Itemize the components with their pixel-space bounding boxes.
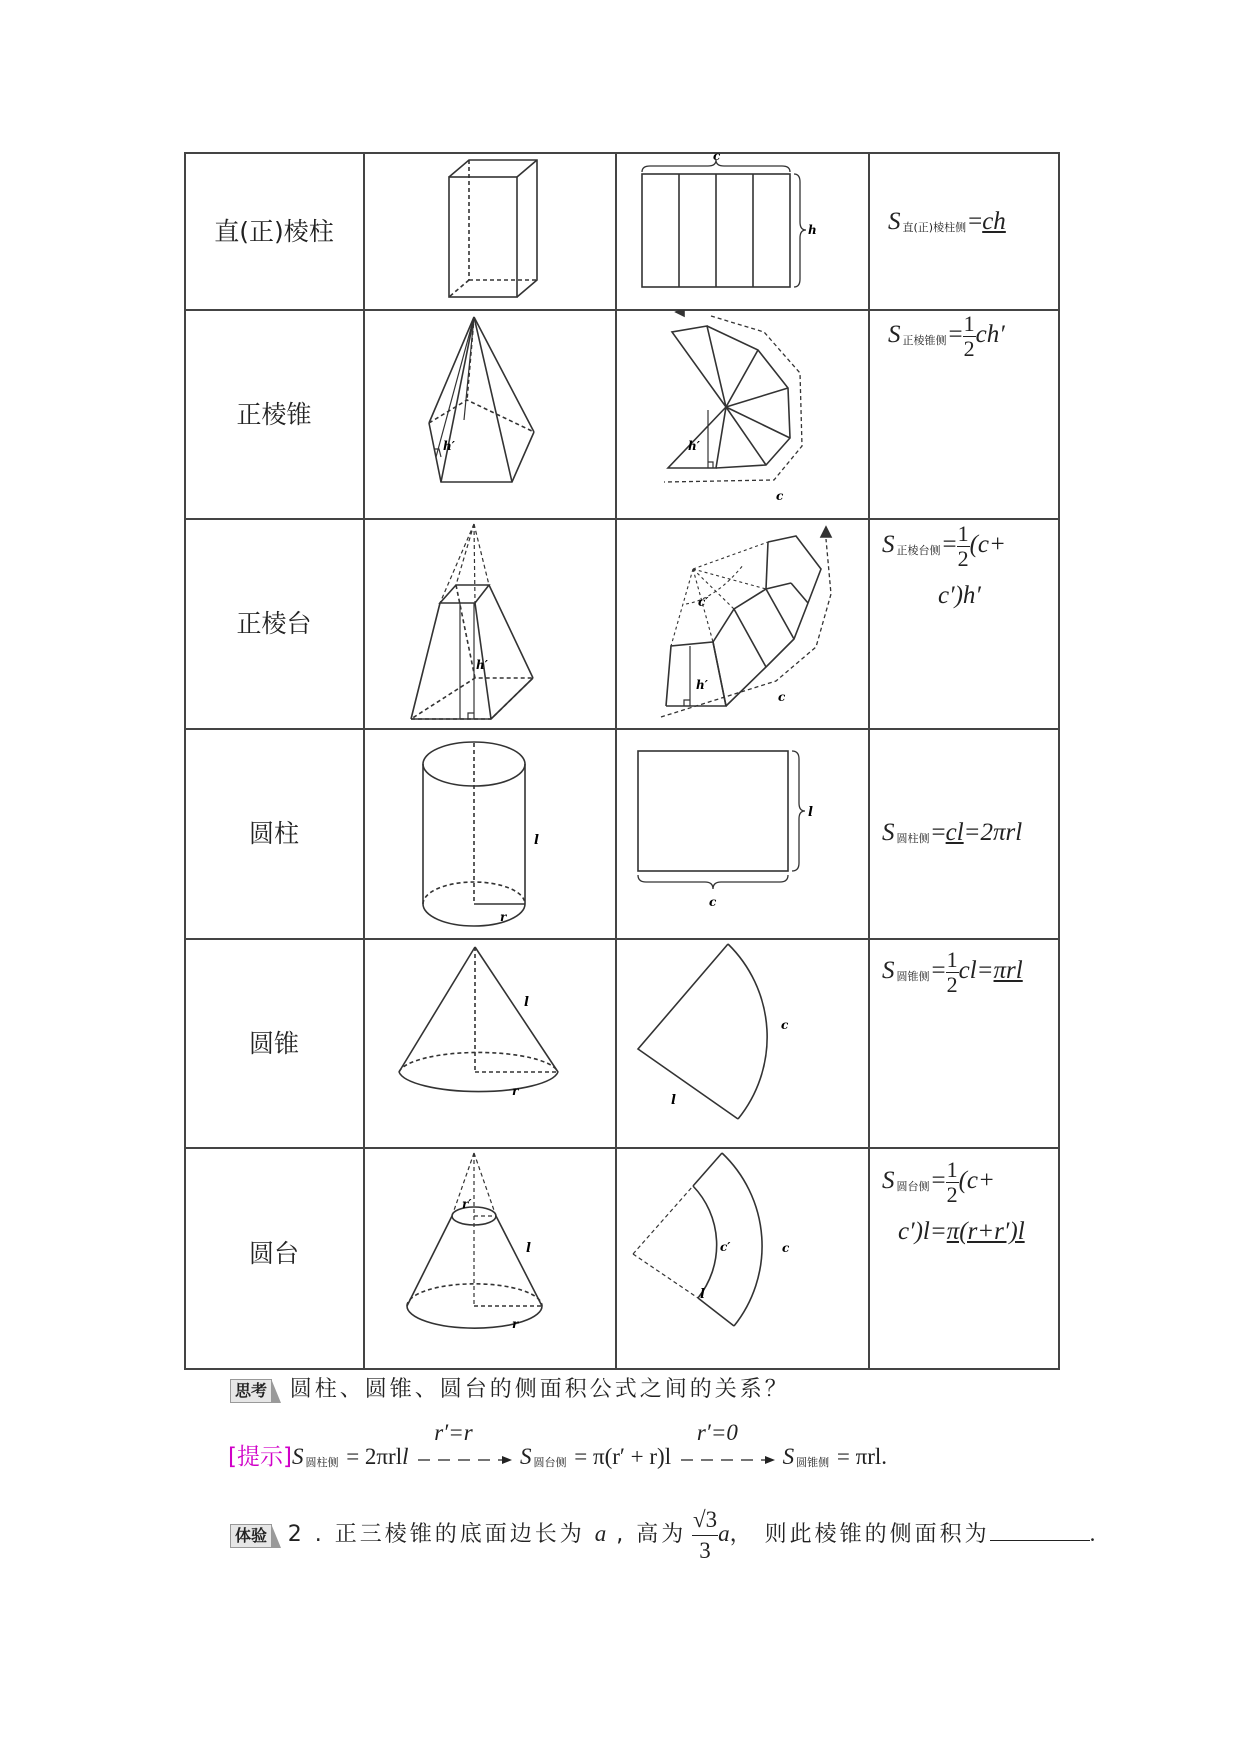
row-name-prism: 直(正)棱柱 <box>214 217 334 246</box>
formula-pyramid: S正棱锥侧= $\frac{1}{2}$ ch′ <box>888 311 1005 361</box>
table-border-bottom <box>184 1368 1060 1370</box>
surface-area-table <box>184 152 1060 1370</box>
exercise-a2: a <box>718 1520 730 1546</box>
formula-frustum: S正棱台侧= $\frac{1}{2}$ (c+ c′)h′ <box>882 521 1006 609</box>
cylinder-net-label-l: l <box>808 805 813 820</box>
cone-label-r: r <box>512 1084 519 1098</box>
pyramid-figure <box>364 310 616 518</box>
frustum-net-label-c1: c′ <box>698 595 709 609</box>
prism-net-label-h: h <box>808 223 817 237</box>
frustum-label-h: h′ <box>476 658 488 672</box>
think-line <box>230 1372 790 1403</box>
pyramid-net-label-h: h′ <box>688 439 700 453</box>
exercise-text-3: ， 则此棱锥的侧面积为 <box>729 1521 990 1547</box>
exercise-tag: 体验 <box>230 1524 272 1548</box>
exercise-fraction: $\frac{√3}{3}$ <box>692 1507 718 1563</box>
row-name-cylinder: 圆柱 <box>248 819 299 848</box>
cylinder-net-label-c: c <box>709 895 717 909</box>
hint-arrow-2 <box>677 1419 777 1472</box>
hint-s1-sub: 圆柱侧 <box>305 1456 339 1469</box>
hint-e1: = 2πrl <box>346 1444 403 1469</box>
pyramid-net-figure <box>616 310 868 518</box>
hint-s1: S <box>291 1444 304 1469</box>
col-divider <box>184 152 186 1370</box>
hint-s2: S <box>519 1444 532 1469</box>
cone-frustum-label-r1: r′ <box>462 1197 472 1211</box>
cylinder-figure <box>364 729 616 938</box>
prism-figure <box>364 152 616 309</box>
frustum-net-label-c: c <box>778 690 786 704</box>
hint-s3: S <box>782 1444 795 1469</box>
hint-s3-sub: 圆锥侧 <box>796 1456 830 1469</box>
cone-frustum-net-label-c: c <box>782 1241 790 1255</box>
hint-e3: = πrl. <box>836 1444 887 1469</box>
prism-net-label-c: c <box>713 152 721 163</box>
hint-e2: = π(r′ + r)l <box>574 1444 672 1469</box>
answer-blank[interactable] <box>990 1516 1090 1541</box>
hint-s2-sub: 圆台侧 <box>533 1456 567 1469</box>
cone-figure <box>364 939 616 1147</box>
cone-frustum-label-l: l <box>526 1241 531 1256</box>
formula-cone-frustum: S圆台侧= $\frac{1}{2}$ (c+ c′)l=π(r+r′)l <box>882 1157 1025 1245</box>
cone-frustum-net-label-l: l <box>700 1287 705 1302</box>
cone-net-label-l: l <box>671 1093 676 1108</box>
cone-frustum-net-label-c1: c′ <box>720 1240 731 1254</box>
cone-net-figure <box>616 939 868 1147</box>
row-name-pyramid: 正棱锥 <box>236 400 312 429</box>
pyramid-net-label-c: c <box>776 489 784 503</box>
cylinder-label-l: l <box>534 833 539 848</box>
hint-label: [提示] <box>228 1444 292 1470</box>
formula-prism: S直(正)棱柱侧=ch <box>888 208 1006 235</box>
row-name-cone-frustum: 圆台 <box>248 1239 299 1268</box>
col-divider <box>868 152 870 1370</box>
frustum-net-figure <box>616 519 868 728</box>
row-name-frustum: 正棱台 <box>236 609 312 638</box>
pyramid-label-h: h′ <box>443 439 455 453</box>
cone-label-l: l <box>524 995 529 1010</box>
cone-net-label-c: c <box>781 1018 789 1032</box>
cone-frustum-net-figure <box>616 1148 868 1368</box>
hint-arrow-1 <box>414 1419 514 1472</box>
cylinder-label-r: r <box>500 910 507 924</box>
frustum-figure <box>364 519 616 728</box>
hint-line: [提示]S 圆柱侧 = 2πrll r′=r S 圆台侧 = π(r′ + r)l r′=0 S 圆锥侧 = πrl. <box>228 1419 887 1470</box>
think-question: 圆柱、圆锥、圆台的侧面积公式之间的关系？ <box>289 1377 790 1402</box>
frustum-net-label-h: h′ <box>696 678 708 692</box>
formula-cylinder: S圆柱侧=cl=2πrl <box>882 819 1023 846</box>
think-tag: 思考 <box>230 1379 272 1403</box>
hint-arrow1-label: r′=r <box>434 1419 473 1445</box>
exercise-a1: a <box>594 1520 607 1546</box>
cone-frustum-label-r: r <box>512 1317 519 1331</box>
row-name-cone: 圆锥 <box>248 1029 299 1058</box>
cone-frustum-figure <box>364 1148 616 1368</box>
exercise-text-1: 2 . 正三棱锥的底面边长为 <box>287 1521 595 1547</box>
hint-arrow2-label: r′=0 <box>696 1419 738 1445</box>
exercise-line <box>230 1505 1095 1566</box>
cylinder-net-figure <box>616 729 868 938</box>
exercise-text-2: , 高为 <box>606 1521 687 1547</box>
formula-cone: S圆锥侧= $\frac{1}{2}$ cl=πrl <box>882 947 1023 997</box>
prism-net-figure <box>616 152 868 309</box>
exercise-end: . <box>1089 1520 1096 1546</box>
